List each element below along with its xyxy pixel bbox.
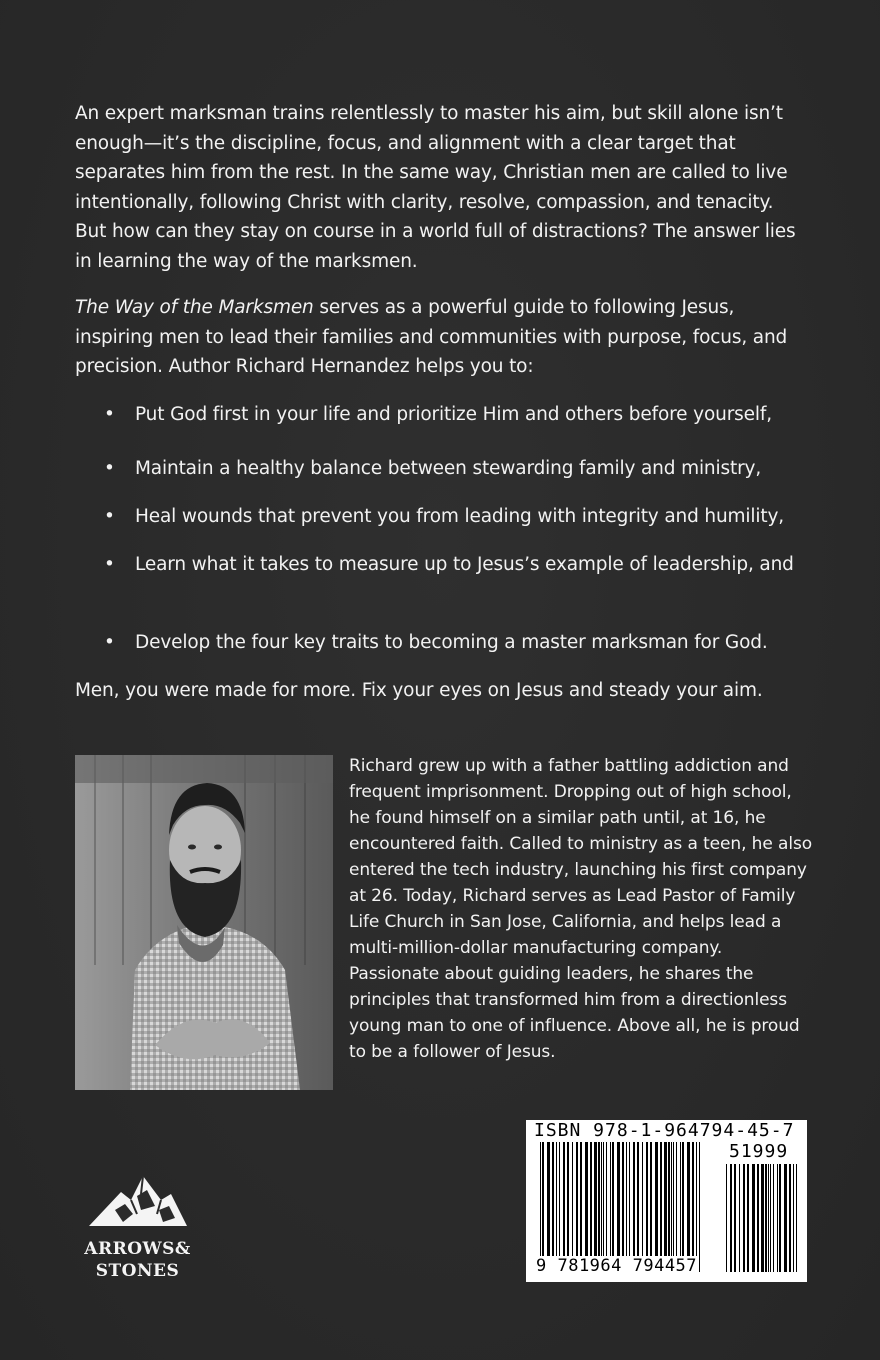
barcode-bar: [680, 1142, 681, 1272]
barcode-bar: [687, 1142, 690, 1272]
barcode-bar: [699, 1142, 700, 1272]
price-code: 51999: [729, 1141, 789, 1162]
publisher-logo: [75, 1170, 200, 1285]
barcode-bar: [552, 1142, 554, 1272]
blurb-paragraph-2: [75, 293, 810, 382]
list-item-text: Develop the four key traits to becoming a master marksman for God.: [135, 632, 768, 653]
barcode-bar: [567, 1142, 569, 1272]
barcode-bar: [547, 1142, 550, 1272]
barcode-bar: [757, 1164, 759, 1272]
publisher-name-line-1: ARROWS&: [84, 1239, 191, 1259]
publisher-name-line-2: STONES: [95, 1261, 180, 1281]
isbn-label: ISBN 978-1-964794-45-7: [534, 1120, 795, 1141]
barcode-bar: [668, 1142, 670, 1272]
barcode-bar: [793, 1164, 794, 1272]
barcode-bar: [770, 1164, 771, 1272]
barcode-bar: [612, 1142, 614, 1272]
mountain-icon: [75, 1170, 200, 1236]
bullet-icon: •: [104, 404, 115, 425]
barcode-bar: [601, 1142, 602, 1272]
ean-digits: 9 781964 794457: [536, 1256, 698, 1276]
barcode-bar: [576, 1142, 578, 1272]
barcode-bar: [777, 1164, 778, 1272]
barcode-bar: [660, 1142, 662, 1272]
barcode-bar: [606, 1142, 607, 1272]
list-item-text: Learn what it takes to measure up to Jesus’s example of leadership, and: [135, 554, 794, 575]
barcode-bar: [768, 1164, 769, 1272]
barcode-bar: [692, 1142, 694, 1272]
list-item: [75, 550, 794, 580]
barcode-bar: [739, 1164, 740, 1272]
barcode-bar: [633, 1142, 635, 1272]
barcode-bar: [637, 1142, 639, 1272]
barcode-bar: [696, 1142, 697, 1272]
barcode-bar: [789, 1164, 791, 1272]
barcode-bar: [610, 1142, 611, 1272]
barcode-bar: [671, 1142, 672, 1272]
barcode-bar: [779, 1164, 781, 1272]
barcode-bar: [743, 1164, 745, 1272]
barcode-bar: [676, 1142, 677, 1272]
barcode-bar: [556, 1142, 557, 1272]
barcode-bar: [540, 1142, 541, 1272]
barcode-bar: [773, 1164, 774, 1272]
barcode-bar: [761, 1164, 764, 1272]
barcode-bar: [765, 1164, 767, 1272]
blurb-paragraph-1: An expert marksman trains relentlessly to master his aim, but skill alone isn’t enough—it’s the discipline, focus, and alignment with a clear target that separates him from the rest. In the same way, Christian men are called to live intentionally, following Christ with clarity, resolve, compassion, and tenacity. But how can they stay on course in a world full of distractions? The answer lies in learning the way of the marksmen.: [75, 103, 796, 272]
barcode-bar: [642, 1142, 643, 1272]
barcode-bar: [752, 1164, 755, 1272]
bullet-icon: •: [104, 554, 115, 575]
list-item: [75, 454, 761, 484]
list-item-text: Heal wounds that prevent you from leading with integrity and humility,: [135, 506, 785, 527]
barcode-bar: [542, 1142, 544, 1272]
barcode-bar: [585, 1142, 588, 1272]
barcode-bar: [603, 1142, 604, 1272]
barcode-bar: [784, 1164, 787, 1272]
barcode-bar: [580, 1142, 582, 1272]
barcode-bar: [664, 1142, 667, 1272]
barcode-bar: [629, 1142, 630, 1272]
barcode-bar: [646, 1142, 648, 1272]
barcode-bar: [747, 1164, 749, 1272]
barcode-bar: [594, 1142, 597, 1272]
barcode-bar: [734, 1164, 736, 1272]
barcode-bar: [598, 1142, 600, 1272]
barcode-bar: [655, 1142, 658, 1272]
barcode-bar: [590, 1142, 592, 1272]
barcode-bar: [730, 1164, 732, 1272]
barcode-bar: [682, 1142, 684, 1272]
list-item-text: Maintain a healthy balance between stewarding family and ministry,: [135, 458, 762, 479]
list-item: [75, 502, 784, 532]
blurb-paragraph-2-text: serves as a powerful guide to following Jesus, inspiring men to lead their families and communities with purpose, focus, and precision. Author Richard Hernandez helps you to:: [75, 297, 788, 377]
bullet-icon: •: [104, 632, 115, 653]
bullet-icon: •: [104, 506, 115, 527]
barcode-bar: [617, 1142, 620, 1272]
list-item-text: Put God first in your life and prioritize Him and others before yourself,: [135, 404, 772, 425]
barcode-bar: [673, 1142, 674, 1272]
author-photo: [75, 755, 333, 1090]
author-bio: Richard grew up with a father battling addiction and frequent imprisonment. Dropping out of high school, he found himself on a similar path until, at 16, he encountered faith. Called to ministry as a teen, he also entered the tech industry, launching his first company at 26. Today, Richard serves as Lead Pastor of Family Life Church in San Jose, California, and helps lead a multi-million-dollar manufacturing company. Passionate about guiding leaders, he shares the principles that transformed him from a directionless young man to one of influence. Above all, he is proud to be a follower of Jesus.: [349, 756, 813, 1062]
bullet-icon: •: [104, 458, 115, 479]
barcode-bar: [622, 1142, 624, 1272]
book-title: The Way of the Marksmen: [75, 297, 314, 318]
closing-line: Men, you were made for more. Fix your eyes on Jesus and steady your aim.: [75, 680, 763, 701]
list-item: [75, 400, 772, 430]
barcode-bar: [726, 1164, 727, 1272]
barcode-bar: [796, 1164, 797, 1272]
isbn-barcode: [526, 1120, 807, 1282]
barcode-bar: [650, 1142, 652, 1272]
barcode-bar: [572, 1142, 573, 1272]
list-item: [75, 628, 768, 658]
barcode-bar: [626, 1142, 627, 1272]
barcode-bar: [563, 1142, 565, 1272]
barcode-bar: [559, 1142, 560, 1272]
